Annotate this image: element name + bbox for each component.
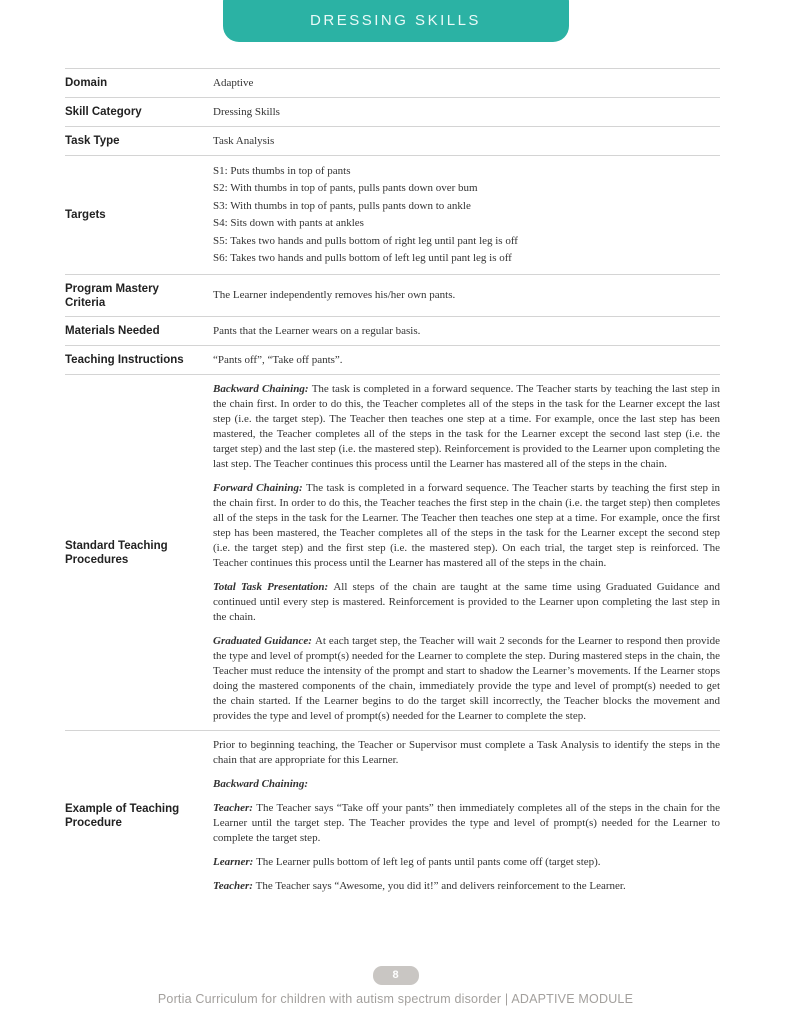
procedure-paragraph: Teacher: The Teacher says “Take off your pants” then immediately completes all of the steps in the chain for the Learner until the target step. The Teacher provides the type and level of prompt(s) needed for the Learner to complete the target step.	[213, 801, 720, 844]
table-row	[65, 374, 720, 730]
table-row	[65, 730, 720, 900]
paragraph-lead: Backward Chaining:	[213, 382, 312, 395]
row-value: Pants that the Learner wears on a regular basis.	[213, 324, 421, 337]
table-row	[65, 126, 720, 155]
row-value	[213, 382, 720, 724]
table-row	[65, 274, 720, 316]
paragraph-lead: Learner:	[213, 855, 257, 868]
row-label: Skill Category	[65, 106, 142, 118]
row-value: “Pants off”, “Take off pants”.	[213, 353, 343, 366]
row-label: Standard Teaching Procedures	[65, 539, 168, 566]
row-value	[213, 163, 720, 268]
target-line: S3: With thumbs in top of pants, pulls pants down to ankle	[213, 199, 471, 212]
paragraph-lead: Forward Chaining:	[213, 481, 307, 494]
row-value: Dressing Skills	[213, 105, 280, 118]
paragraph-lead: Teacher:	[213, 801, 257, 814]
procedure-paragraph: Backward Chaining: The task is completed in a forward sequence. The Teacher starts by teaching the last step in the chain first. In order to do this, the Teacher completes all of the steps in the task for the Learner except the last step (i.e. the target step). The Teacher then teaches one step at a time. For example, once the last step has been mastered, the Teacher completes all of the steps in the task for the Learner except the second last step (i.e. the target step) and the last step (i.e. the mastered step). Reinforcement is provided to the Learner upon completing the last step. The Teacher continues this process until the Learner has mastered all of the steps in the chain.	[213, 382, 720, 470]
page-number-badge: 8	[373, 966, 419, 985]
target-line: S4: Sits down with pants at ankles	[213, 217, 364, 229]
table-row	[65, 316, 720, 345]
page-footer	[0, 965, 791, 1006]
row-label: Example of Teaching Procedure	[65, 802, 180, 829]
paragraph-lead: Teacher:	[213, 879, 256, 892]
footer-text: Portia Curriculum for children with autism spectrum disorder | ADAPTIVE MODULE	[157, 992, 634, 1006]
procedure-paragraph: Forward Chaining: The task is completed in a forward sequence. The Teacher starts by teaching the first step in the chain first. In order to do this, the Teacher teaches the first step in the chain (i.e. the target step) then completes all of the steps in the task for the Learner. The Teacher then teaches one step at a time. For example, once the first step has been mastered, the Teacher completes all of the steps in the task for the Learner except the second step (i.e. the target step) and the first step (i.e. the mastered step). On each trial, the target step is reinforced. The Teacher continues this process until the Learner has mastered all of the steps in the chain.	[213, 481, 721, 569]
page-header-banner	[223, 0, 569, 42]
paragraph-lead: Graduated Guidance:	[213, 634, 315, 647]
row-label: Task Type	[65, 135, 120, 147]
target-line: S5: Takes two hands and pulls bottom of right leg until pant leg is off	[213, 234, 518, 247]
target-line: S6: Takes two hands and pulls bottom of left leg until pant leg is off	[213, 252, 512, 264]
row-label: Teaching Instructions	[65, 354, 184, 366]
procedure-paragraph: Graduated Guidance: At each target step, the Teacher will wait 2 seconds for the Learner to respond then provide the type and level of prompt(s) needed for the Learner to complete the step. During mastered steps in the chain, the Teacher must reduce the intensity of the prompt and start to shadow the Learner’s movements. If the Learner stops doing the mastered components of the chain, immediately provide the type and level of prompt(s) needed to get the chain started. If the Learner begins to do the target skill incorrectly, the Teacher blocks the movement and provides the type and level of prompt(s) needed for the Learner to complete the step.	[213, 634, 720, 722]
row-value: Adaptive	[213, 76, 254, 89]
row-label: Domain	[65, 77, 108, 89]
procedure-paragraph: Total Task Presentation: All steps of the chain are taught at the same time using Graduated Guidance and continued until every step is mastered. Reinforcement is provided to the Learner upon completing the last step in the chain.	[213, 580, 720, 623]
page-title: DRESSING SKILLS	[310, 11, 481, 29]
skill-table	[65, 68, 720, 900]
row-label: Targets	[65, 209, 106, 221]
table-row	[65, 345, 720, 374]
procedure-paragraph: Learner: The Learner pulls bottom of left leg of pants until pants come off (target step).	[213, 855, 601, 868]
procedure-paragraph	[213, 777, 720, 792]
procedure-paragraph: Teacher: The Teacher says “Awesome, you did it!” and delivers reinforcement to the Learner.	[213, 879, 626, 892]
table-row	[65, 155, 720, 274]
row-label: Materials Needed	[65, 325, 160, 337]
target-line: S1: Puts thumbs in top of pants	[213, 164, 351, 177]
table-row	[65, 68, 720, 97]
row-value: The Learner independently removes his/her own pants.	[213, 289, 456, 301]
paragraph-lead: Backward Chaining:	[213, 777, 309, 790]
procedure-paragraph: Prior to beginning teaching, the Teacher or Supervisor must complete a Task Analysis to identify the steps in the chain that are appropriate for this Learner.	[213, 738, 720, 766]
row-value	[213, 738, 720, 894]
table-row	[65, 97, 720, 126]
target-line: S2: With thumbs in top of pants, pulls pants down over bum	[213, 182, 478, 194]
row-label: Program Mastery Criteria	[65, 282, 159, 309]
paragraph-lead: Total Task Presentation:	[213, 580, 334, 593]
row-value: Task Analysis	[213, 134, 275, 147]
